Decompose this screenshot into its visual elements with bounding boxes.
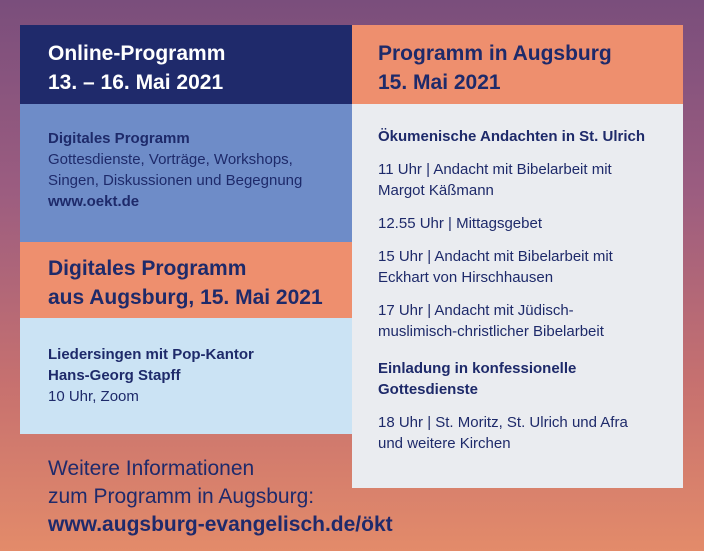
singing-line1: Liedersingen mit Pop-Kantor — [48, 346, 254, 363]
program-item — [378, 246, 657, 288]
program-item-line2: muslimisch-christlicher Bibelarbeit — [378, 323, 604, 340]
augsburg-program-list — [352, 104, 683, 488]
program-item — [378, 159, 657, 201]
singing-line2: Hans-Georg Stapff — [48, 367, 181, 384]
digital-program-panel — [20, 104, 352, 242]
digital-program-line1: Gottesdienste, Vorträge, Workshops, — [48, 151, 293, 168]
program-item-line1: 17 Uhr | Andacht mit Jüdisch- — [378, 302, 574, 319]
footer-info — [48, 455, 393, 539]
service-line1: 18 Uhr | St. Moritz, St. Ulrich und Afra — [378, 414, 628, 431]
augsburg-digital-line1: Digitales Programm — [48, 257, 247, 280]
augsburg-digital-line2: aus Augsburg, 15. Mai 2021 — [48, 286, 323, 309]
program-item-line2: Margot Käßmann — [378, 182, 494, 199]
augsburg-program-header — [352, 25, 683, 104]
online-program-header — [20, 25, 352, 104]
program-item-line1: 12.55 Uhr | Mittagsgebet — [378, 215, 542, 232]
digital-program-line2: Singen, Diskussionen und Begegnung — [48, 172, 303, 189]
andachten-heading: Ökumenische Andachten in St. Ulrich — [378, 128, 645, 145]
program-item-line1: 11 Uhr | Andacht mit Bibelarbeit mit — [378, 161, 612, 178]
invite-heading-line1: Einladung in konfessionelle — [378, 360, 577, 377]
augsburg-program-title: Programm in Augsburg — [378, 42, 612, 65]
singing-time: 10 Uhr, Zoom — [48, 388, 139, 405]
digital-program-url[interactable]: www.oekt.de — [48, 193, 140, 210]
online-program-title: Online-Programm — [48, 42, 226, 65]
program-item-line1: 15 Uhr | Andacht mit Bibelarbeit mit — [378, 248, 613, 265]
footer-line1: Weitere Informationen — [48, 457, 255, 480]
singing-panel — [20, 318, 352, 434]
program-item — [378, 300, 657, 342]
augsburg-digital-header — [20, 242, 352, 318]
program-item-line2: Eckhart von Hirschhausen — [378, 269, 554, 286]
program-item — [378, 213, 657, 234]
footer-url[interactable]: www.augsburg-evangelisch.de/ökt — [48, 513, 393, 536]
invite-heading-line2: Gottesdienste — [378, 381, 479, 398]
footer-line2: zum Programm in Augsburg: — [48, 485, 315, 508]
online-program-dates: 13. – 16. Mai 2021 — [48, 71, 224, 94]
augsburg-program-date: 15. Mai 2021 — [378, 71, 501, 94]
digital-program-heading: Digitales Programm — [48, 130, 190, 147]
service-line2: und weitere Kirchen — [378, 435, 511, 452]
